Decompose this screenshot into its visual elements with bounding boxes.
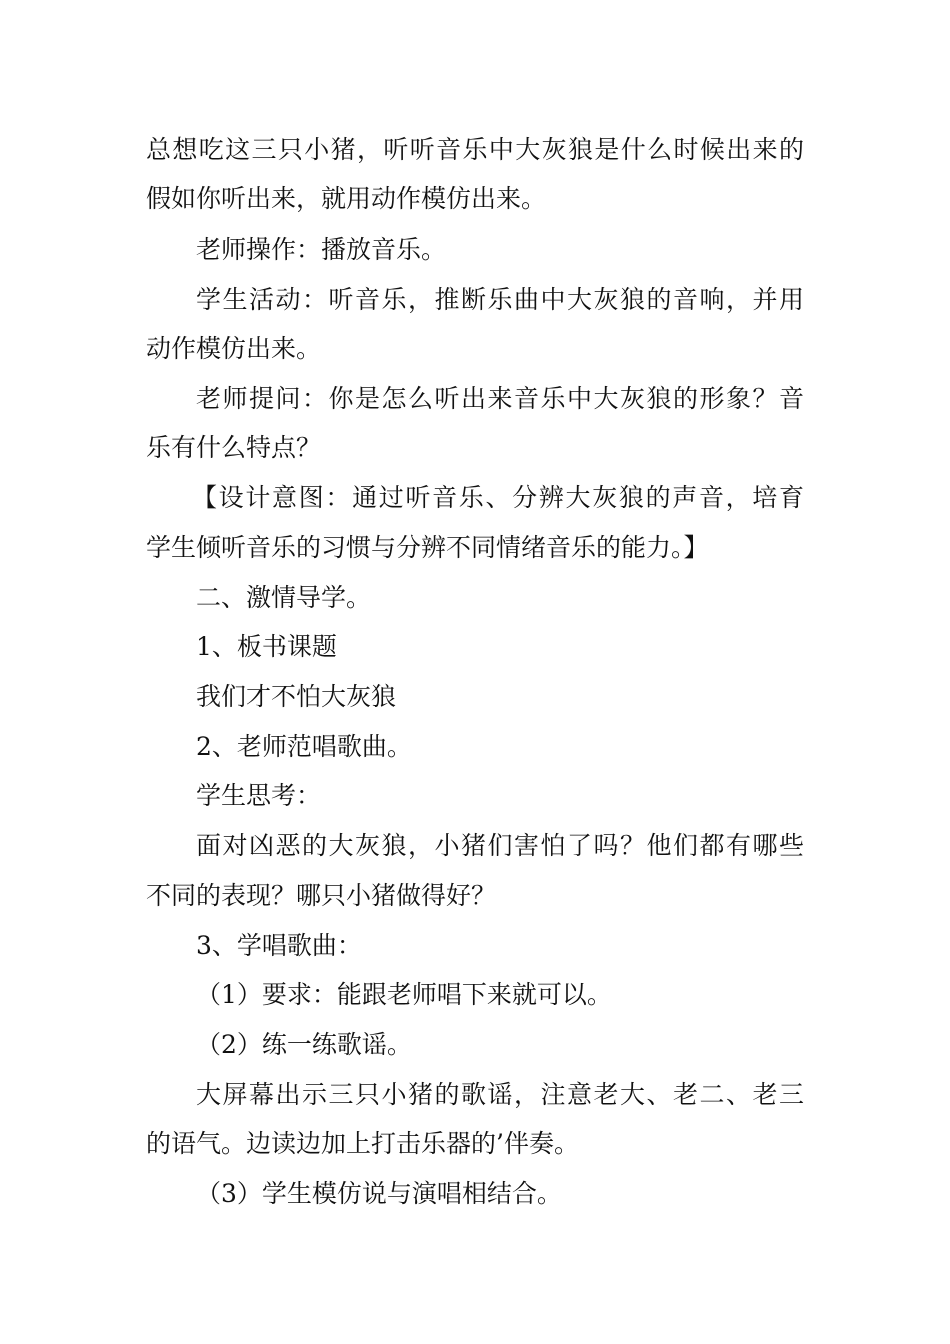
paragraph-line: 【设计意图：通过听音乐、分辨大灰狼的声音，培育 bbox=[192, 483, 804, 512]
paragraph-line: 学生倾听音乐的习惯与分辨不同情绪音乐的能力。】 bbox=[146, 533, 709, 562]
paragraph-line: 动作模仿出来。 bbox=[146, 334, 322, 363]
paragraph-line: 面对凶恶的大灰狼，小猪们害怕了吗？他们都有哪些 bbox=[196, 831, 804, 860]
list-item: 3、学唱歌曲： bbox=[196, 931, 362, 960]
paragraph-line: 总想吃这三只小猪，听听音乐中大灰狼是什么时候出来的 bbox=[146, 135, 804, 164]
paragraph-line: 学生活动：听音乐，推断乐曲中大灰狼的音响，并用 bbox=[196, 285, 804, 314]
section-heading: 二、激情导学。 bbox=[196, 583, 372, 612]
list-item: （3）学生模仿说与演唱相结合。 bbox=[196, 1179, 562, 1208]
paragraph-line: 老师提问：你是怎么听出来音乐中大灰狼的形象？音 bbox=[196, 384, 804, 413]
list-item: （1）要求：能跟老师唱下来就可以。 bbox=[196, 980, 612, 1009]
list-item: （2）练一练歌谣。 bbox=[196, 1030, 412, 1059]
paragraph-line: 的语气。边读边加上打击乐器的’伴奏。 bbox=[146, 1129, 579, 1158]
lesson-title: 我们才不怕大灰狼 bbox=[196, 682, 397, 711]
list-item: 1、板书课题 bbox=[196, 632, 337, 661]
paragraph-line: 大屏幕出示三只小猪的歌谣，注意老大、老二、老三 bbox=[196, 1080, 804, 1109]
paragraph-line: 假如你听出来，就用动作模仿出来。 bbox=[146, 184, 547, 213]
list-item: 2、老师范唱歌曲。 bbox=[196, 732, 412, 761]
paragraph-line: 不同的表现？哪只小猪做得好？ bbox=[146, 881, 497, 910]
paragraph-line: 老师操作：播放音乐。 bbox=[196, 235, 447, 264]
paragraph-line: 乐有什么特点？ bbox=[146, 433, 322, 462]
paragraph-line: 学生思考： bbox=[196, 781, 322, 810]
